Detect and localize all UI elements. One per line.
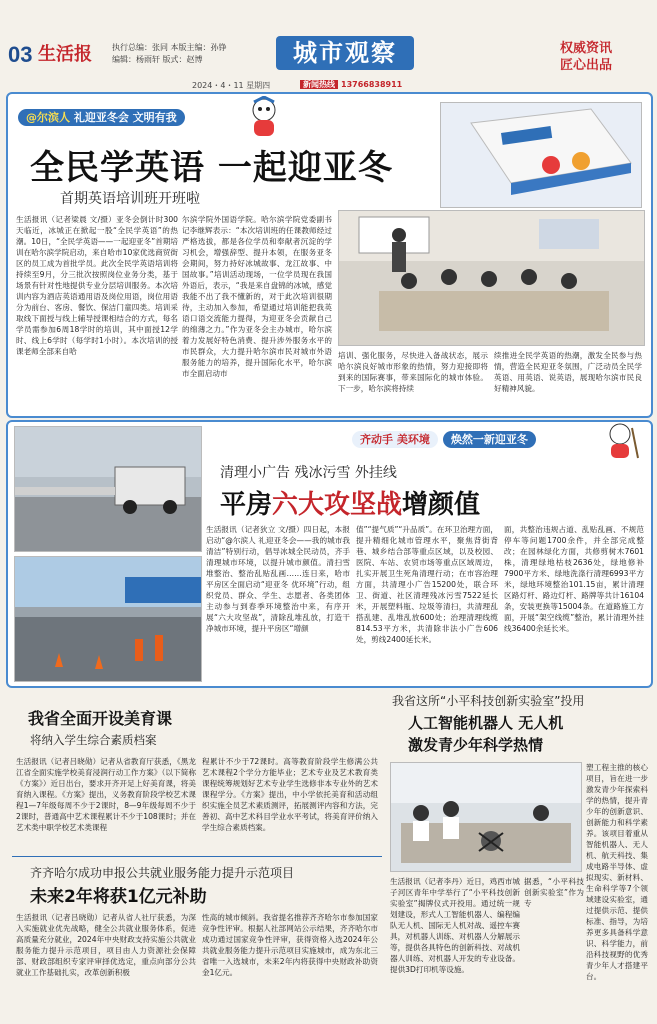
section-title: 城市观察 [276, 36, 414, 70]
story1-kicker-badge [18, 109, 185, 126]
headline-part-b: 增颜值 [402, 490, 481, 520]
story1-kicker [18, 106, 185, 125]
motto-line-2: 匠心出品 [560, 58, 613, 73]
story1-kicker-at: @尔滨人 [26, 111, 70, 124]
story2-column-1: 生活报讯（记者狄立 文/摄）四日起，本报启动“@尔滨人 礼迎亚冬会——我的城市我清洁”特别行动，倡导冰城全民动员，齐手清理城市环境，以提升城市颜值。清扫雪堆整治、整治乱贴乱画……连日来，哈市平房区全面启动“迎亚冬 优环境”行动，组织党员、群众、学生、志愿者、各类团体主动参与到春季环境整治中来，有序开展“六大攻坚战”，清除乱堆乱放，打造干净城市环境，提升平房区“增颜 [206, 525, 350, 633]
story3-subheadline: 将纳入学生综合素质档案 [30, 733, 157, 747]
story5-column-right: 塑工程主推的核心项目，旨在进一步激发青少年探索科学的热情，提升青少年的创新意识、创新能力和科学素养。该项目着重从智能机器人、无人机、航天科技、集成电路半导体、虚拟现实、新材料、生命科学等7个领域建设实验室，通过提供示范、提供标准、指导，为培养更多具备科学意识、科学能力，前沿科技视野的优秀青少年人才搭建平台。 [586, 763, 648, 981]
page-number: 03 [8, 42, 33, 67]
story2-street-photo [14, 426, 202, 552]
story1-column-3: 培训、强化服务，尽快进入备战状态，展示哈尔滨良好城市形象的热情，努力迎接即将到来的国际赛事，带来国际化的城市体验。下一步，哈尔滨将持续 [338, 351, 488, 393]
motto [560, 40, 612, 74]
story5-headline-line-1: 人工智能机器人 无人机 [408, 714, 564, 732]
mascot-cleaning-icon [600, 420, 640, 460]
newspaper-logo: 生活报 [38, 44, 92, 65]
story2-headline [220, 484, 480, 521]
story2-kicker [352, 428, 536, 447]
workers-illustration [15, 557, 201, 681]
story3-headline: 我省全面开设美育课 [28, 709, 173, 728]
story3-column-1: 生活报讯（记者吕晓勋）记者从省教育厅获悉，《黑龙江省全面实施学校美育浸润行动工作方案》（以下简称《方案》）近日出台，要求开齐开足上好美育课，将美育纳入课程。《方案》提出，义务教育阶段学校艺术课程1—7年级每周不少于2课时，8—9年级每周不少于2课时，普通高中艺术课程累计不少于108课时；并在艺术类中职学校艺术类课程 [16, 757, 196, 832]
story-divider [12, 856, 382, 857]
story5-headline-line-2: 激发青少年科学热情 [408, 736, 544, 754]
mascot-icon [244, 96, 284, 138]
street-illustration [15, 427, 201, 551]
story4-column-1: 生活报讯（记者吕晓勋）记者从省人社厅获悉，为深入实施就业优先战略，健全公共就业服务体系，促进高质量充分就业，2024年中央财政支持实施公共就业服务能力提升示范项目，项目由人力资源社会保障部、财政部组织专家评审择优选定，重点向部分公共就业工作基础扎实，改革创新积极 [16, 913, 196, 977]
news-hotline [300, 79, 402, 90]
story1-column-4: 续推进全民学英语的热潮，激发全民参与热情，营造全民迎亚冬氛围，广泛动员全民学英语、用英语、说英语，展现哈尔滨市民良好精神风貌。 [494, 351, 642, 393]
story1-subheadline: 首期英语培训班开班啦 [60, 191, 200, 207]
story1-classroom-photo [338, 210, 645, 346]
story5-pretitle: 我省这所“小平科技创新实验室”投用 [392, 694, 585, 708]
story1-headline: 全民学英语 一起迎亚冬 [30, 148, 393, 188]
staff-line-1: 执行总编：张同 本版主编：孙铮 [112, 43, 227, 52]
staff-credits [112, 42, 227, 66]
story2-workers-photo [14, 556, 202, 682]
story5-column-left: 生活报讯（记者李丹）近日，鸡西市城子河区青年中学举行了“小平科技创新实验室”揭牌仪式开投用。通过统一规划建设，形式人工智能机器人、编程编队无人机、国际无人机对战、遥控车赛具，对机器人训练、对机器人分解展示等，提供各具特色的创新科技、对战机器人训练、对机器人开发的专业设备。提供3D打印机等设施。 [390, 877, 520, 974]
headline-part-a: 平房 [220, 490, 273, 520]
story2-column-2: 值”“提气质”“升品质”。在环卫治理方面，提升精细化城市管理水平，聚焦背街背巷、城乡结合部等重点区域，以及校园、医院、车站、农贸市场等重点区域周边，扎实开展卫生死角清理行动；在市容治理方面，共清理小广告15200处，联合环卫、街道、社区清理残冰污雪7522延长米，开展塑料瓶、垃圾等清扫，共清理乱搭乱建、乱堆乱放600处；治理清理线缆814.53平方米，共清除非法小广告606处，剪线2400延长米。 [356, 525, 498, 644]
motto-line-1: 权威资讯 [560, 41, 613, 56]
hotline-number: 13766838911 [341, 80, 403, 89]
story1-column-1: 生活报讯（记者梁晨 文/摄）亚冬会倒计时300天临近，冰城正在掀起一股“全民学英语”的热潮。10日，“全民学英语——一起迎亚冬”首期培训在哈尔滨学院启动，来自哈市10家优选商贸街区的员工成为首批学员。此次全民学英语培训将持续至9月，分三批次按照岗位业务分类，基于场景有针对性地提供专业分层培训服务。本次培训内容为酒店英语通用语及岗位用语，岗位用语分为前台、客房、餐饮、保洁门童四类。培训采取线下面授与线上辅导授课相结合的方式，每名学员需参加6周18学时的培训，其中面授12学时、线上6学时（每学时1小时）。本次培训的授课老师全部来自哈 [16, 215, 178, 356]
story1-book-photo [440, 102, 642, 208]
story5-robot-photo [390, 762, 582, 872]
story2-column-3: 面，共整治违规占道、乱贴乱画、不规范停车等问题1700余件，并全部完成整改；在园林绿化方面，共修剪树木7601株，清理绿地枯枝2636处，绿地修补7900平方米、绿地洗涤行清理6993平方米，绿地环境整治101.15亩，累计清理区路灯杆、路边灯杆、路牌等共计16104条，安装更换等15004条。在道路施工方面，开展“架空线缆”整治，累计清理外挂线36400余延长米。 [504, 525, 644, 633]
hotline-label: 新闻热线 [300, 80, 338, 89]
story1-column-2: 尔滨学院外国语学院。哈尔滨学院党委副书记李继辉表示：“本次培训班的任课教师经过严格选拔，都是各位学员和奉献者沉淀的学习机会，增强辞型、提升本领，在服务亚冬会期间，努力持好冰城故事、龙江故事、中国故事。”培训活动现场，一位学员现在我国外语后，表示，“我是来自盘锦的冰城，感觉我能不出了我不懂新的，对于此次培训很期待，主动加入参加，希望通过培训能把我英语口语交流能力提得，为迎亚冬会贡献自己的绵薄之力。”作为亚冬会主办城市，哈尔滨着力发展好特色消费、提升涉外服务水平的市民群众，大力提升哈尔滨市民对城市外语服务能力的培养，提升国际化水平，哈尔滨市全面启动市 [182, 215, 332, 378]
headline-highlight: 六大攻坚战 [272, 490, 403, 520]
story1-kicker-text: 礼迎亚冬会 文明有我 [73, 111, 177, 124]
robot-lab-illustration [391, 763, 581, 871]
story4-headline: 未来2年将获1亿元补助 [30, 887, 207, 907]
classroom-illustration [339, 211, 644, 345]
story4-column-2: 性高的城市倾斜。我省提名推荐齐齐哈尔市参加国家竞争性评审。根据人社部网站公示结果，齐齐哈尔市成功通过国家竞争性评审，获得资格入选2024年公共就业服务能力提升示范项目实施城市，成为东北三省唯一入选城市，未来2年内将获得中央财政补助资金1亿元。 [202, 913, 378, 977]
story2-kicker-a: 齐动手 美环境 [352, 431, 438, 448]
story2-kicker-b: 焕然一新迎亚冬 [443, 431, 536, 448]
issue-date: 2024・4・11 星期四 [192, 81, 271, 90]
story5-column-mid: 据悉，“小平科技创新实验室”作为专 [524, 877, 584, 908]
story3-column-2: 程累计不少于72课时。高等教育阶段学生修满公共艺术课程2个学分方能毕业；艺术专业及艺术教育类课程统筹规划好艺术专业学生选修非本专业外的艺术课程学分。《方案》提出，中小学依托美育和活动组织实施全员艺术素质测评，拓展测评内容和方法，完善初、高中艺术科目学业水平考试，将美育评价纳入学生综合素质档案。 [202, 757, 378, 832]
book-illustration [441, 103, 641, 207]
story2-pretitle: 清理小广告 残冰污雪 外挂线 [220, 465, 397, 481]
story4-pretitle: 齐齐哈尔成功申报公共就业服务能力提升示范项目 [30, 866, 295, 880]
staff-line-2: 编辑：杨雨轩 版式：赵博 [112, 55, 203, 64]
